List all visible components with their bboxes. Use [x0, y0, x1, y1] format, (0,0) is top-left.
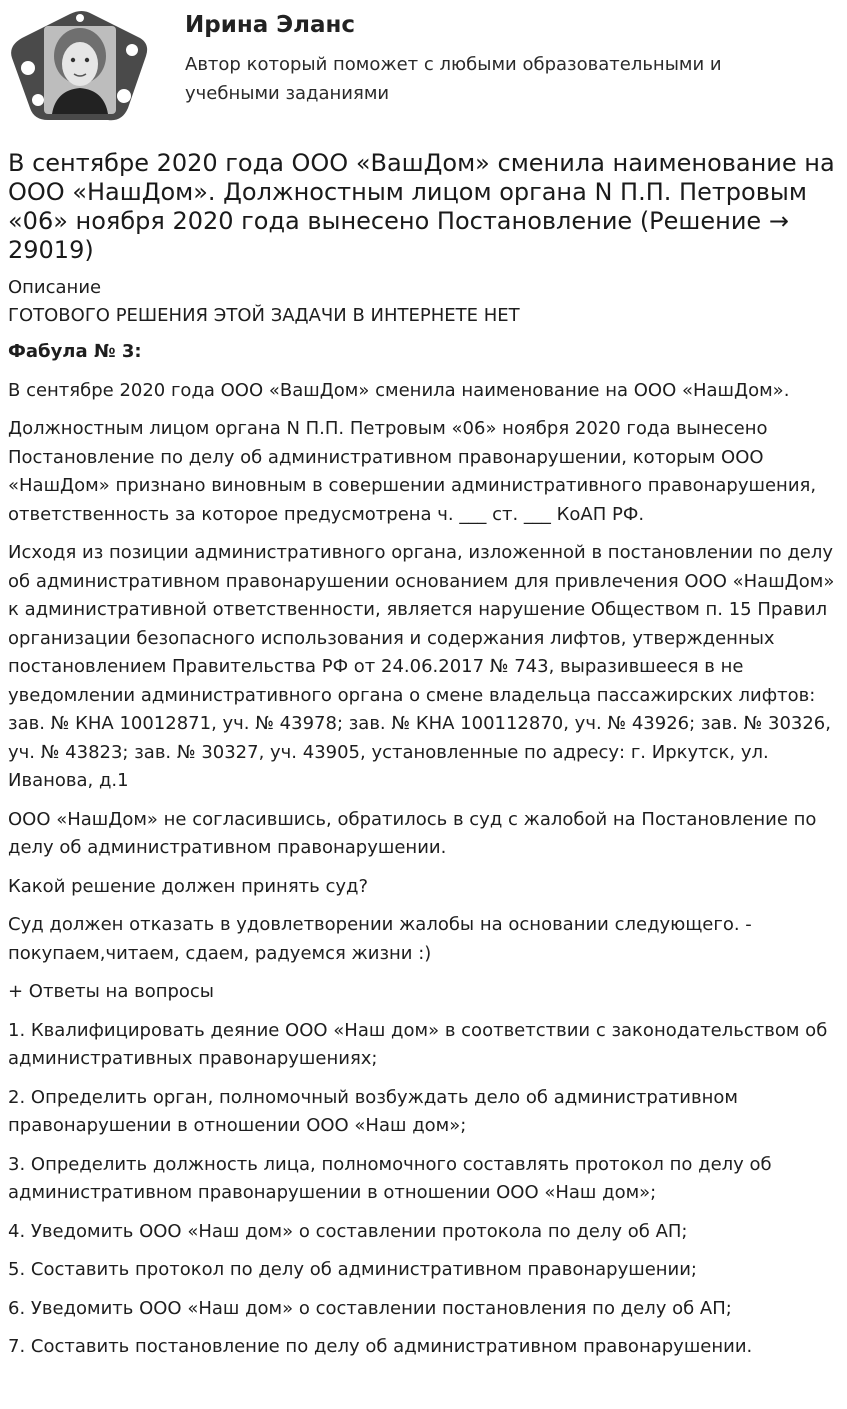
fabula-heading: Фабула № 3:	[8, 341, 142, 362]
answers-toggle[interactable]: + Ответы на вопросы	[8, 981, 215, 1002]
question-item: 3. Определить должность лица, полномочного составлять протокол по делу об административном правонарушении в отношении ООО «Наш дом»;	[8, 1153, 772, 1203]
paragraph: В сентябре 2020 года ООО «ВашДом» сменила наименование на ООО «НашДом».	[8, 379, 790, 401]
question-item: 4. Уведомить ООО «Наш дом» о составлении протокола по делу об АП;	[8, 1220, 688, 1242]
author-description: Автор который поможет с любыми образовательными и учебными заданиями	[185, 54, 722, 104]
question-item: 6. Уведомить ООО «Наш дом» о составлении постановления по делу об АП;	[8, 1297, 732, 1319]
description-label: Описание	[8, 277, 102, 298]
question-item: 2. Определить орган, полномочный возбуждать дело об административном правонарушении в отношении ООО «Наш дом»;	[8, 1086, 738, 1136]
paragraph: ООО «НашДом» не согласившись, обратилось в суд с жалобой на Постановление по делу об административном правонарушении.	[8, 808, 817, 858]
task-title: В сентябре 2020 года ООО «ВашДом» сменила наименование на ООО «НашДом». Должностным лицом органа N П.П. Петровым «06» ноября 2020 года вынесено Постановление (Решение → 29019)	[8, 149, 835, 264]
paragraph: Какой решение должен принять суд?	[8, 875, 369, 897]
paragraph: Исходя из позиции административного органа, изложенной в постановлении по делу об административном правонарушении основанием для привлечения ООО «НашДом» к административной ответственности, является нарушение Обществом п. 15 Правил организации безопасного использования и содержания лифтов, утвержденных постановлением Правительства РФ от 24.06.2017 № 743, выразившееся в не уведомлении административного органа о смене владельца пассажирских лифтов: зав. № КНА 10012871, уч. № 43978; зав. № КНА 100112870, уч. № 43926; зав. № 30326, уч. № 43823; зав. № 30327, уч. 43905, установленные по адресу: г. Иркутск, ул. Иванова, д.1	[8, 542, 835, 791]
author-card	[0, 0, 847, 140]
paragraph: Должностным лицом органа N П.П. Петровым «06» ноября 2020 года вынесено Постановление по делу об административном правонарушении, которым ООО «НашДом» признано виновным в совершении административного правонарушения, ответственность за которое предусмотрена ч. ___ ст. ___ КоАП РФ.	[8, 418, 817, 525]
author-avatar[interactable]	[8, 8, 150, 128]
author-name[interactable]: Ирина Эланс	[185, 12, 356, 38]
paragraph: Суд должен отказать в удовлетворении жалобы на основании следующего. - покупаем,читаем, сдаем, радуемся жизни :)	[8, 914, 752, 964]
question-item: 5. Составить протокол по делу об административном правонарушении;	[8, 1259, 697, 1280]
no-solution-notice: ГОТОВОГО РЕШЕНИЯ ЭТОЙ ЗАДАЧИ В ИНТЕРНЕТЕ НЕТ	[8, 305, 520, 326]
question-item: 7. Составить постановление по делу об административном правонарушении.	[8, 1336, 753, 1357]
task-content	[8, 338, 841, 1372]
question-item: 1. Квалифицировать деяние ООО «Наш дом» в соответствии с законодательством об административных правонарушениях;	[8, 1019, 828, 1069]
